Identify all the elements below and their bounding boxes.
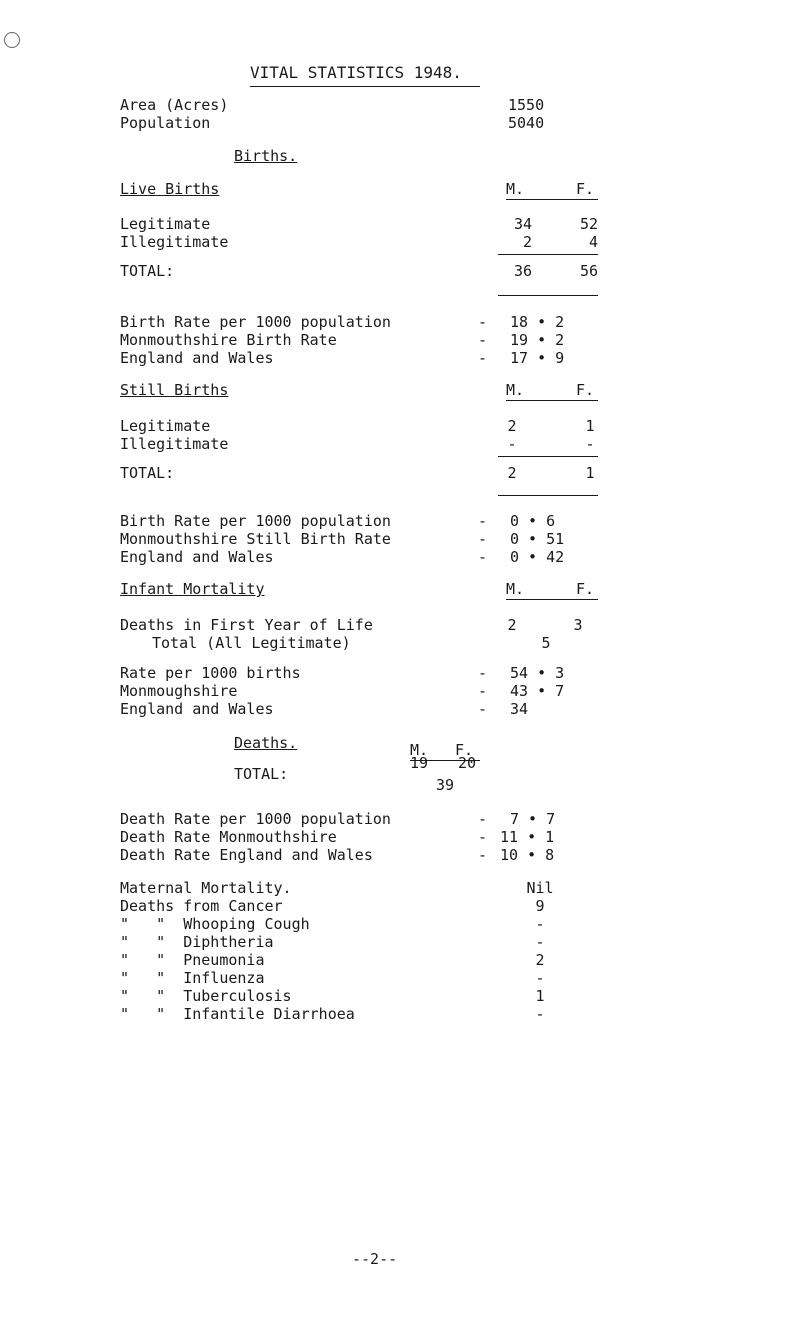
live-total-label: TOTAL: xyxy=(120,262,175,280)
live-total-f: 56 xyxy=(579,262,598,280)
still-legit-f: 1 xyxy=(585,417,595,435)
page-title: VITAL STATISTICS 1948. xyxy=(250,63,462,82)
death-rate-local-label: Death Rate per 1000 population xyxy=(120,810,391,828)
infantile-diarrhoea-value: - xyxy=(535,1005,545,1023)
influenza-label: " " Influenza xyxy=(120,969,265,987)
pneumonia-value: 2 xyxy=(535,951,545,969)
infant-total-label: Total (All Legitimate) xyxy=(152,634,351,652)
infant-total-value: 5 xyxy=(541,634,551,652)
infant-deaths-label: Deaths in First Year of Life xyxy=(120,616,373,634)
area-label: Area (Acres) xyxy=(120,96,229,114)
death-rate-england-dash: - xyxy=(478,846,488,864)
cancer-value: 9 xyxy=(535,897,545,915)
death-rate-monmouth-dash: - xyxy=(478,828,488,846)
infant-rate-england-label: England and Wales xyxy=(120,700,274,718)
still-rate-england-label: England and Wales xyxy=(120,548,274,566)
live-births-total-rule xyxy=(498,254,598,255)
deaths-header-rule xyxy=(410,760,480,761)
infant-rate-england-value: 34 xyxy=(510,700,529,718)
birth-rate-england-label: England and Wales xyxy=(120,349,274,367)
death-rate-england-label: Death Rate England and Wales xyxy=(120,846,373,864)
live-births-header-rule xyxy=(506,199,598,200)
birth-rate-local-value: 18 • 2 xyxy=(510,313,565,331)
maternal-mortality-value: Nil xyxy=(526,879,554,897)
still-total-f: 1 xyxy=(585,464,595,482)
still-rate-local-label: Birth Rate per 1000 population xyxy=(120,512,391,530)
deaths-heading: Deaths. xyxy=(234,734,298,752)
tuberculosis-value: 1 xyxy=(535,987,545,1005)
still-total-m: 2 xyxy=(507,464,517,482)
live-illegit-m: 2 xyxy=(522,233,532,251)
live-births-col-m: M. xyxy=(506,180,525,198)
still-births-heading: Still Births xyxy=(120,381,229,399)
tuberculosis-label: " " Tuberculosis xyxy=(120,987,292,1005)
death-rate-england-value: 10 • 8 xyxy=(500,846,555,864)
infant-rate-local-label: Rate per 1000 births xyxy=(120,664,301,682)
live-legit-label: Legitimate xyxy=(120,215,211,233)
infant-rate-monmouth-label: Monmoughshire xyxy=(120,682,238,700)
deaths-total-label: TOTAL: xyxy=(234,765,289,783)
still-births-total-rule xyxy=(498,456,598,457)
infant-col-f: F. xyxy=(576,580,595,598)
death-rate-monmouth-label: Death Rate Monmouthshire xyxy=(120,828,337,846)
death-rate-monmouth-value: 11 • 1 xyxy=(500,828,555,846)
cancer-label: Deaths from Cancer xyxy=(120,897,283,915)
still-births-col-f: F. xyxy=(576,381,595,399)
still-rate-monmouth-label: Monmouthshire Still Birth Rate xyxy=(120,530,391,548)
infant-col-m: M. xyxy=(506,580,525,598)
page-number: --2-- xyxy=(352,1250,398,1268)
pneumonia-label: " " Pneumonia xyxy=(120,951,265,969)
infant-deaths-m: 2 xyxy=(507,616,517,634)
still-legit-m: 2 xyxy=(507,417,517,435)
still-births-bottom-rule xyxy=(498,495,598,496)
still-total-label: TOTAL: xyxy=(120,464,175,482)
birth-rate-monmouth-dash: - xyxy=(478,331,488,349)
diphtheria-label: " " Diphtheria xyxy=(120,933,274,951)
still-legit-label: Legitimate xyxy=(120,417,211,435)
still-births-header-rule xyxy=(506,400,598,401)
birth-rate-local-dash: - xyxy=(478,313,488,331)
deaths-f-value: 20 xyxy=(458,754,477,772)
infant-rate-monmouth-dash: - xyxy=(478,682,488,700)
still-illegit-m: - xyxy=(507,435,517,453)
still-births-col-m: M. xyxy=(506,381,525,399)
whooping-cough-label: " " Whooping Cough xyxy=(120,915,310,933)
birth-rate-england-value: 17 • 9 xyxy=(510,349,565,367)
live-legit-f: 52 xyxy=(579,215,598,233)
infant-rate-england-dash: - xyxy=(478,700,488,718)
influenza-value: - xyxy=(535,969,545,987)
infantile-diarrhoea-label: " " Infantile Diarrhoea xyxy=(120,1005,355,1023)
population-value: 5040 xyxy=(508,114,545,132)
still-rate-monmouth-dash: - xyxy=(478,530,488,548)
live-births-heading: Live Births xyxy=(120,180,220,198)
live-legit-m: 34 xyxy=(513,215,532,233)
maternal-mortality-label: Maternal Mortality. xyxy=(120,879,292,897)
population-label: Population xyxy=(120,114,211,132)
live-total-m: 36 xyxy=(513,262,532,280)
births-heading: Births. xyxy=(234,147,298,165)
infant-header-rule xyxy=(506,599,598,600)
still-rate-local-dash: - xyxy=(478,512,488,530)
infant-rate-monmouth-value: 43 • 7 xyxy=(510,682,565,700)
live-births-col-f: F. xyxy=(576,180,595,198)
still-rate-england-value: 0 • 42 xyxy=(510,548,565,566)
live-births-bottom-rule xyxy=(498,295,598,296)
infant-rate-local-value: 54 • 3 xyxy=(510,664,565,682)
still-rate-monmouth-value: 0 • 51 xyxy=(510,530,565,548)
still-rate-local-value: 0 • 6 xyxy=(510,512,556,530)
still-illegit-f: - xyxy=(585,435,595,453)
whooping-cough-value: - xyxy=(535,915,545,933)
live-illegit-label: Illegitimate xyxy=(120,233,229,251)
infant-mortality-heading: Infant Mortality xyxy=(120,580,265,598)
death-rate-local-value: 7 • 7 xyxy=(510,810,556,828)
live-illegit-f: 4 xyxy=(588,233,598,251)
punch-hole-mark xyxy=(4,32,20,48)
birth-rate-monmouth-value: 19 • 2 xyxy=(510,331,565,349)
title-underline xyxy=(250,86,480,87)
diphtheria-value: - xyxy=(535,933,545,951)
deaths-col-f: F. xyxy=(455,741,474,759)
still-illegit-label: Illegitimate xyxy=(120,435,229,453)
area-value: 1550 xyxy=(508,96,545,114)
deaths-m-value: 19 xyxy=(410,754,429,772)
still-rate-england-dash: - xyxy=(478,548,488,566)
death-rate-local-dash: - xyxy=(478,810,488,828)
birth-rate-england-dash: - xyxy=(478,349,488,367)
deaths-col-m: M. xyxy=(410,741,429,759)
birth-rate-monmouth-label: Monmouthshire Birth Rate xyxy=(120,331,337,349)
birth-rate-local-label: Birth Rate per 1000 population xyxy=(120,313,391,331)
deaths-total-value: 39 xyxy=(436,776,455,794)
infant-deaths-f: 3 xyxy=(573,616,583,634)
infant-rate-local-dash: - xyxy=(478,664,488,682)
